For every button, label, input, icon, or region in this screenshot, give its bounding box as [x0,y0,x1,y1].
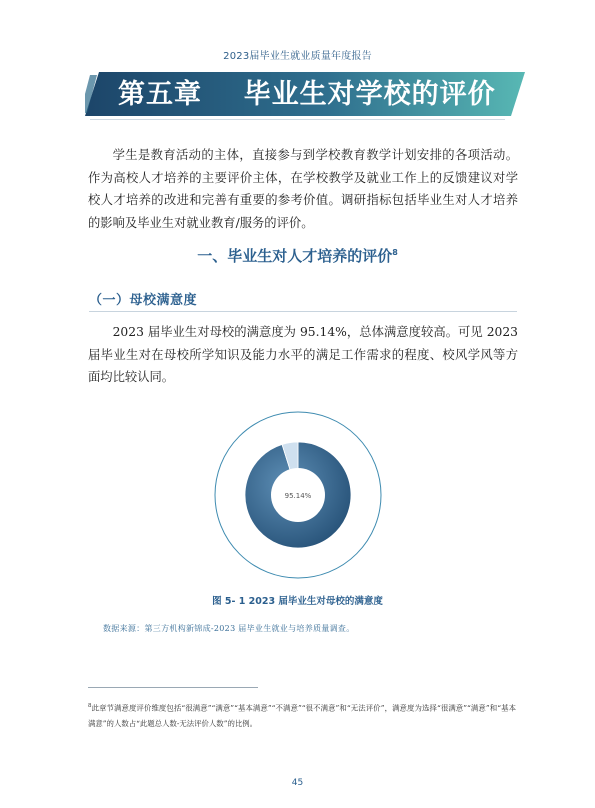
header-title: 2023届毕业生就业质量年度报告 [223,51,372,62]
footnote-text: 此章节满意度评价维度包括“很满意”“满意”“基本满意”“不满意”“很不满意”和“无法评价”，满意度为选择“很满意”“满意”和“基本满意”的人数占“此题总人数-无法评价人数”的比例。 [88,703,516,729]
satisfaction-paragraph: 2023 届毕业生对母校的满意度为 95.14%，总体满意度较高。可见 2023 届毕业生对在母校所学知识及能力水平的满足工作需求的程度、校风学风等方面均比较认同。 [88,325,518,385]
section-title: 一、毕业生对人才培养的评价 [197,247,393,265]
intro-paragraph: 学生是教育活动的主体，直接参与到学校教育教学计划安排的各项活动。作为高校人才培养的主要评价主体，在学校教学及就业工作上的反馈建议对学校人才培养的改进和完善有重要的参考价值。调研指标包括毕业生对人才培养的影响及毕业生对就业教育/服务的评价。 [88,148,518,230]
subsection-rule [89,311,517,312]
section-heading [0,245,595,266]
subsection-heading: （一）母校满意度 [89,293,198,308]
figure-caption: 图 5- 1 2023 届毕业生对母校的满意度 [212,596,383,607]
chart-center-label: 95.14% [284,492,312,500]
footnote-ref: 8 [392,248,398,257]
chapter-title: 第五章 毕业生对学校的评价 [118,79,496,110]
footnote [88,698,516,732]
page-number: 45 [291,778,304,788]
satisfaction-donut-chart [213,410,383,580]
banner-divider [90,119,505,120]
footnote-marker: 8 [88,703,92,709]
data-source: 数据来源：第三方机构新锦成-2023 届毕业生就业与培养质量调查。 [103,624,355,633]
footnote-rule [88,687,258,688]
